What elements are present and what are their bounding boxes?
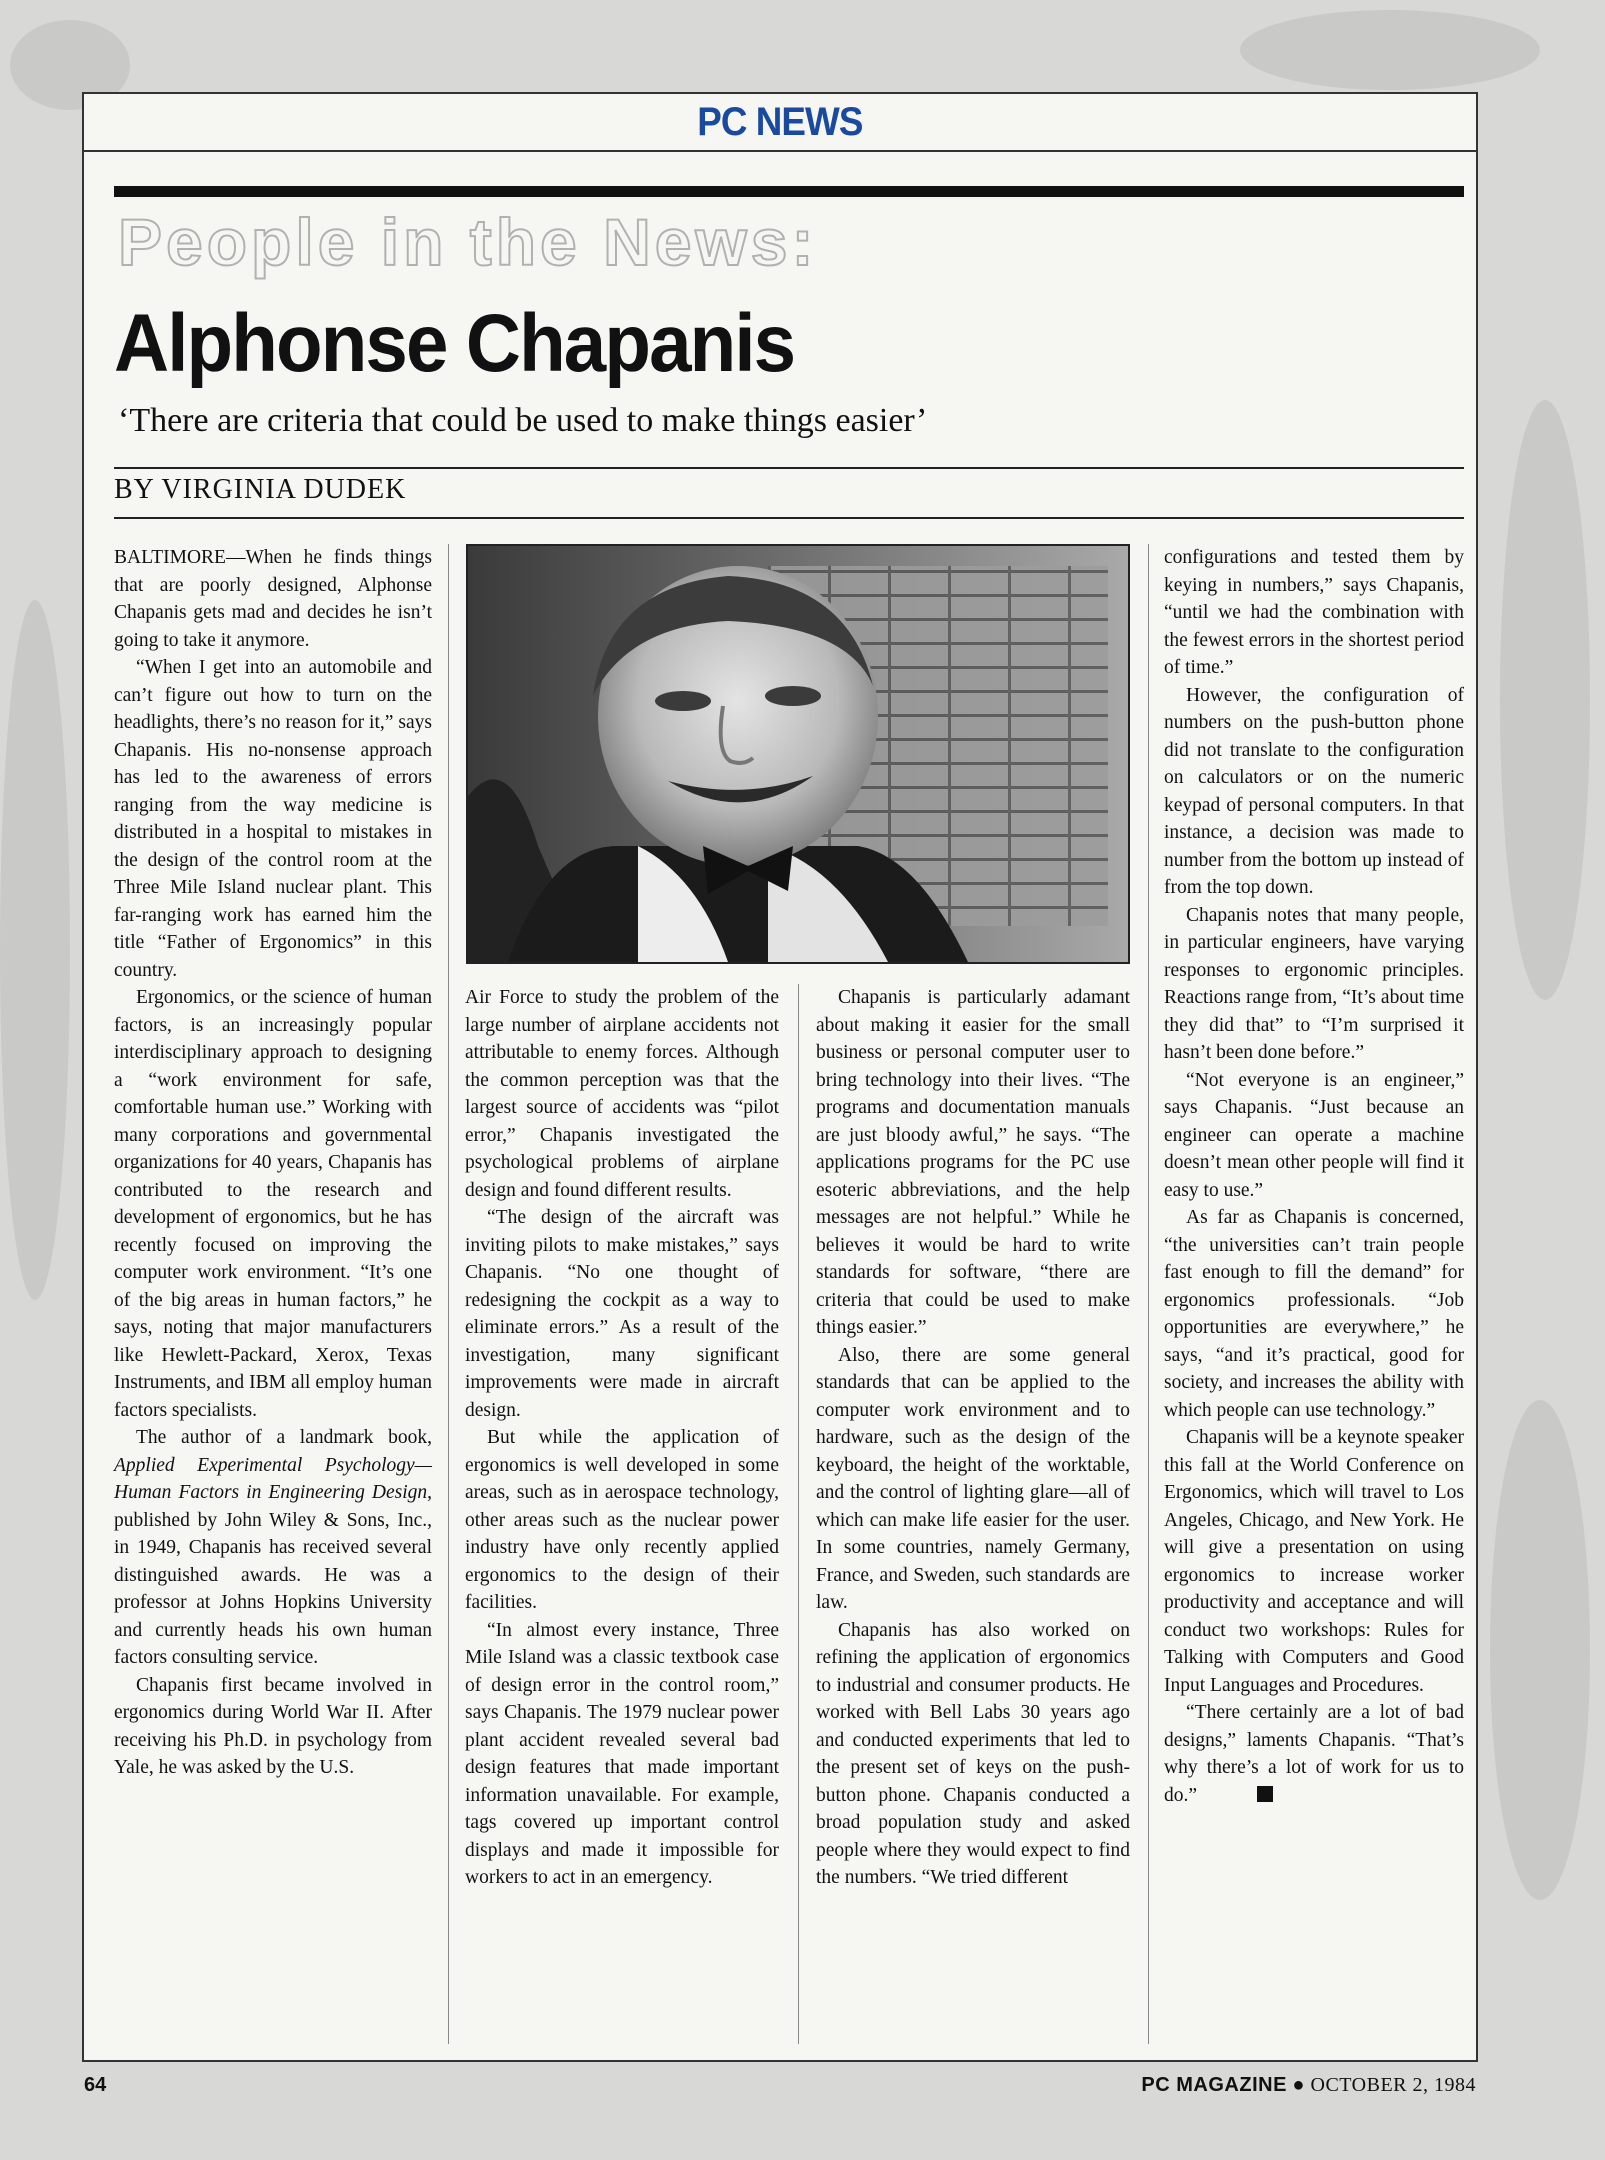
magazine-name: PC MAGAZINE <box>1141 2074 1287 2096</box>
article-deck: ‘There are criteria that could be used to make things easier’ <box>118 402 928 439</box>
byline: BY VIRGINIA DUDEK <box>114 474 407 505</box>
end-mark-icon <box>1257 1786 1273 1802</box>
magazine-page <box>82 92 1478 2096</box>
section-label: PC NEWS <box>697 99 863 144</box>
paragraph: “Not everyone is an engineer,” says Chapanis. “Just because an engineer can operate a machine doesn’t mean other people will find it easy to use.” <box>1164 1069 1464 1201</box>
article-title: Alphonse Chapanis <box>114 298 795 389</box>
paragraph: As far as Chapanis is concerned, “the universities can’t train people fast enough to fill the demand” for ergonomics professionals. “Job opportunities are everywhere,” he says, “and it’s practical, good for society, and increases the ability with which people can use technology.” <box>1164 1207 1464 1421</box>
paragraph: Ergonomics, or the science of human factors, is an increasingly popular interdisciplinary approach to designing a “work environment for safe, comfortable human use.” Working with many corporations and governmental organizations for 40 years, Chapanis has contributed to the research and development of ergonomics, but he has recently focused on improving the computer work environment. “It’s one of the big areas in human factors,” he says, noting that major manufacturers like Hewlett-Packard, Xerox, Texas Instruments, and IBM all employ human factors specialists. <box>114 987 432 1421</box>
portrait-illustration <box>468 546 1128 962</box>
paragraph: Chapanis notes that many people, in particular engineers, have varying responses to ergonomic principles. Reactions range from, “It’s about time they did that” to “I’m surprised it hasn’t been done before.” <box>1164 904 1464 1063</box>
paragraph-text: , published by John Wiley & Sons, Inc., in 1949, Chapanis has received several distinguished awards. He was a professor at Johns Hopkins University and currently heads his own human factors consulting service. <box>114 1482 432 1668</box>
column-rule <box>448 544 449 2044</box>
paragraph: “The design of the aircraft was inviting pilots to make mistakes,” says Chapanis. “No one thought of redesigning the cockpit as a way to eliminate errors.” As a result of the investigation, many significant improvements were made in aircraft design. <box>465 1207 779 1421</box>
scan-noise <box>1240 10 1540 90</box>
paragraph: However, the configuration of numbers on the push-button phone did not translate to the configuration on calculators or on the numeric keypad of personal computers. In that instance, a decision was made to number from the bottom up instead of from the top down. <box>1164 684 1464 898</box>
bullet-icon: ● <box>1292 2074 1306 2096</box>
paragraph: Air Force to study the problem of the large number of airplane accidents not attributable to enemy forces. Although the common perception was that the largest source of accidents was “pilot error,” Chapanis investigated the psychological problems of airplane design and found different results. <box>465 987 779 1201</box>
paragraph <box>114 1424 432 1672</box>
issue-date: OCTOBER 2, 1984 <box>1310 2074 1476 2096</box>
page-number: 64 <box>84 2074 107 2096</box>
paragraph: “In almost every instance, Three Mile Island was a classic textbook case of design error in the control room,” says Chapanis. The 1979 nuclear power plant accident revealed several bad design features that made important information unavailable. For example, tags covered up important control displays and made it impossible for workers to act in an emergency. <box>465 1619 779 1888</box>
paragraph: Chapanis has also worked on refining the application of ergonomics to industrial and consumer products. He worked with Bell Labs 30 years ago and conducted experiments that led to the present set of keys on the push-button phone. Chapanis conducted a broad population study and asked people where they would expect to find the numbers. “We tried different <box>816 1619 1130 1888</box>
heavy-rule <box>114 186 1464 197</box>
portrait-photo <box>466 544 1130 964</box>
section-header <box>84 94 1476 152</box>
kicker: People in the News: <box>118 205 818 279</box>
paragraph: Chapanis is particularly adamant about making it easier for the small business or personal computer user to bring technology into their lives. “The programs and documentation manuals are just bloody awful,” he says. “The applications programs for the PC use esoteric abbreviations, and the help messages are not helpful.” While he believes it would be hard to write standards for software, “there are criteria that could be used to make things easier.” <box>816 987 1130 1338</box>
scan-noise <box>0 600 70 1300</box>
article-column-2 <box>465 984 779 1892</box>
column-rule <box>798 984 799 2044</box>
book-title: Applied Experimental Psychology—Human Factors in Engineering Design <box>114 1454 432 1503</box>
paragraph: Also, there are some general standards that can be applied to the computer work environment and to hardware, such as the design of the keyboard, the height of the worktable, and the control of lighting glare—all of which can make life easier for the user. In some countries, namely Germany, France, and Sweden, such standards are law. <box>816 1344 1130 1613</box>
paragraph: “When I get into an automobile and can’t figure out how to turn on the headlights, there’s no reason for it,” says Chapanis. His no-nonsense approach has led to the awareness of errors ranging from the way medicine is distributed in a hospital to mistakes in the design of the control room at the Three Mile Island nuclear plant. This far-ranging work has earned him the title “Father of Ergonomics” in this country. <box>114 657 432 981</box>
paragraph: Chapanis will be a keynote speaker this fall at the World Conference on Ergonomics, which will travel to Los Angeles, Chicago, and New York. He will give a presentation on using ergonomics to increase worker productivity and acceptance and will conduct two workshops: Rules for Talking with Computers and Good Input Languages and Procedures. <box>1164 1427 1464 1696</box>
rule <box>114 517 1464 519</box>
rule <box>114 467 1464 469</box>
paragraph-text: The author of a landmark book, <box>136 1427 432 1448</box>
paragraph: BALTIMORE—When he finds things that are poorly designed, Alphonse Chapanis gets mad and decides he isn’t going to take it anymore. <box>114 547 432 651</box>
footer-credit <box>1141 2074 1476 2097</box>
paragraph: Chapanis first became involved in ergonomics during World War II. After receiving his Ph.D. in psychology from Yale, he was asked by the U.S. <box>114 1674 432 1778</box>
paragraph: configurations and tested them by keying in numbers,” says Chapanis, “until we had the combination with the fewest errors in the shortest period of time.” <box>1164 547 1464 678</box>
paragraph <box>1164 1699 1464 1809</box>
scan-noise <box>1500 400 1590 1000</box>
article-column-3 <box>816 984 1130 1892</box>
article-column-1 <box>114 544 432 1782</box>
paragraph-text: “There certainly are a lot of bad designs,” laments Chapanis. “That’s why there’s a lot of work for us to do.” <box>1164 1702 1464 1806</box>
article-column-4 <box>1164 544 1464 1809</box>
scan-noise <box>1490 1400 1590 1900</box>
paragraph: But while the application of ergonomics is well developed in some areas, such as in aerospace technology, other areas such as the nuclear power industry have only recently applied ergonomics to the design of their facilities. <box>465 1427 779 1613</box>
column-rule <box>1148 544 1149 2044</box>
